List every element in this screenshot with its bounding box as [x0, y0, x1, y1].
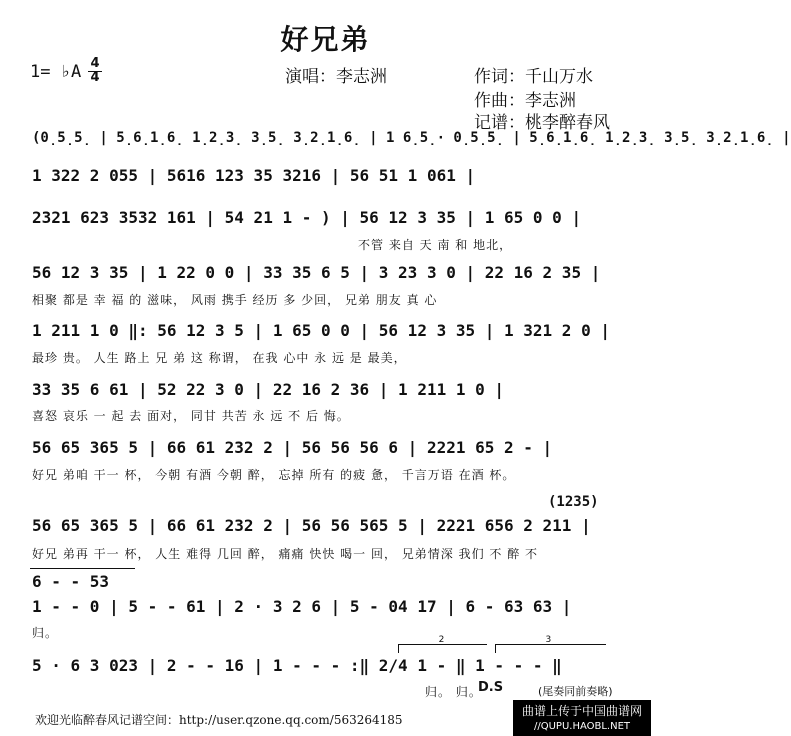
- score-line-7: 56 65 365 5 | 66 61 232 2 | 56 56 56 6 | 2221 65 2 - |: [32, 438, 553, 457]
- lyric-line-8: 归。 归。: [425, 685, 482, 699]
- lyric-line-4: 喜怒 哀乐 一 起 去 面对， 同甘 共苦 永 远 不 后 悔。: [32, 409, 350, 423]
- volta-2-number: 2: [438, 635, 445, 645]
- singer-credit: 演唱：李志洲: [285, 67, 387, 87]
- key-signature: 1= ♭A: [30, 62, 82, 82]
- time-signature: [88, 58, 102, 84]
- watermark-line-2: //QUPU.HAOBL.NET: [533, 721, 631, 732]
- score-line-10: 5 · 6 3 023 | 2 - - 16 | 1 - - - :‖ 2/4 1 - ‖ 1 - - - ‖: [32, 656, 562, 675]
- meter-bottom: 4: [90, 70, 100, 85]
- score-line-2: 1 322 2 055 | 5616 123 35 3216 | 56 51 1 061 |: [32, 166, 476, 185]
- lyric-line-3: 最珍 贵。 人生 路上 兄 弟 这 称谓， 在我 心中 永 远 是 最美，: [32, 351, 407, 365]
- lyric-line-1: 不管 来自 天 南 和 地北，: [358, 238, 513, 252]
- volta-3: [495, 635, 606, 653]
- score-line-3: 2321 623 3532 161 | 54 21 1 - ) | 56 12 3 35 | 1 65 0 0 |: [32, 208, 582, 227]
- volta-bracket-1: [30, 568, 135, 569]
- page-title: 好兄弟: [280, 23, 371, 56]
- meter-top: 4: [88, 58, 102, 72]
- alt-ending-notes: 6 - - 53: [32, 572, 110, 591]
- ornament-notes: (1235): [548, 494, 599, 510]
- ds-mark: D.S: [478, 680, 504, 695]
- watermark-line-1: 曲谱上传于中国曲谱网: [521, 704, 642, 718]
- lyricist-credit: 作词：千山万水: [474, 67, 593, 87]
- lyric-line-5: 好兄 弟咱 干一 杯， 今朝 有酒 今朝 醉， 忘掉 所有 的疲 惫， 千言万语 在酒 杯。: [32, 468, 516, 482]
- score-line-6: 33 35 6 61 | 52 22 3 0 | 22 16 2 36 | 1 211 1 0 |: [32, 380, 505, 399]
- score-line-4: 56 12 3 35 | 1 22 0 0 | 33 35 6 5 | 3 23 3 0 | 22 16 2 35 |: [32, 263, 601, 282]
- score-line-8: 56 65 365 5 | 66 61 232 2 | 56 56 565 5 | 2221 656 2 211 |: [32, 516, 591, 535]
- lyric-line-6: 好兄 弟再 干一 杯， 人生 难得 几回 醉， 痛痛 快快 喝一 回， 兄弟情深 我们 不 醉 不: [32, 547, 539, 561]
- volta-2: [398, 635, 487, 653]
- score-line-9: 1 - - 0 | 5 - - 61 | 2 · 3 2 6 | 5 - 04 17 | 6 - 63 63 |: [32, 597, 572, 616]
- footer-link[interactable]: 欢迎光临醉春风记谱空间：http://user.qzone.qq.com/563264185: [35, 713, 403, 727]
- score-line-5: 1 211 1 0 ‖: 56 12 3 5 | 1 65 0 0 | 56 12 3 35 | 1 321 2 0 |: [32, 321, 610, 340]
- lyric-line-7: 归。: [32, 626, 59, 640]
- volta-3-number: 3: [545, 635, 552, 645]
- transcriber-credit: 记谱：桃李醉春风: [474, 113, 610, 133]
- watermark-badge: [513, 700, 651, 736]
- score-line-1: (0̣5̣5̣ | 5̣6̣1̣6̣ 1̣2̣3̣ 3̣5̣ 3̣2̣1̣6̣ | 1 6̣5̣· 0̣5̣5̣ | 5̣6̣1̣6̣ 1̣2̣3̣ 3̣5̣ 3̣2̣1̣6̣ |: [32, 130, 791, 146]
- composer-credit: 作曲：李志洲: [474, 91, 576, 111]
- ending-note: (尾奏同前奏略): [538, 685, 613, 698]
- lyric-line-2: 相聚 都是 幸 福 的 滋味， 风雨 携手 经历 多 少回， 兄弟 朋友 真 心: [32, 293, 438, 307]
